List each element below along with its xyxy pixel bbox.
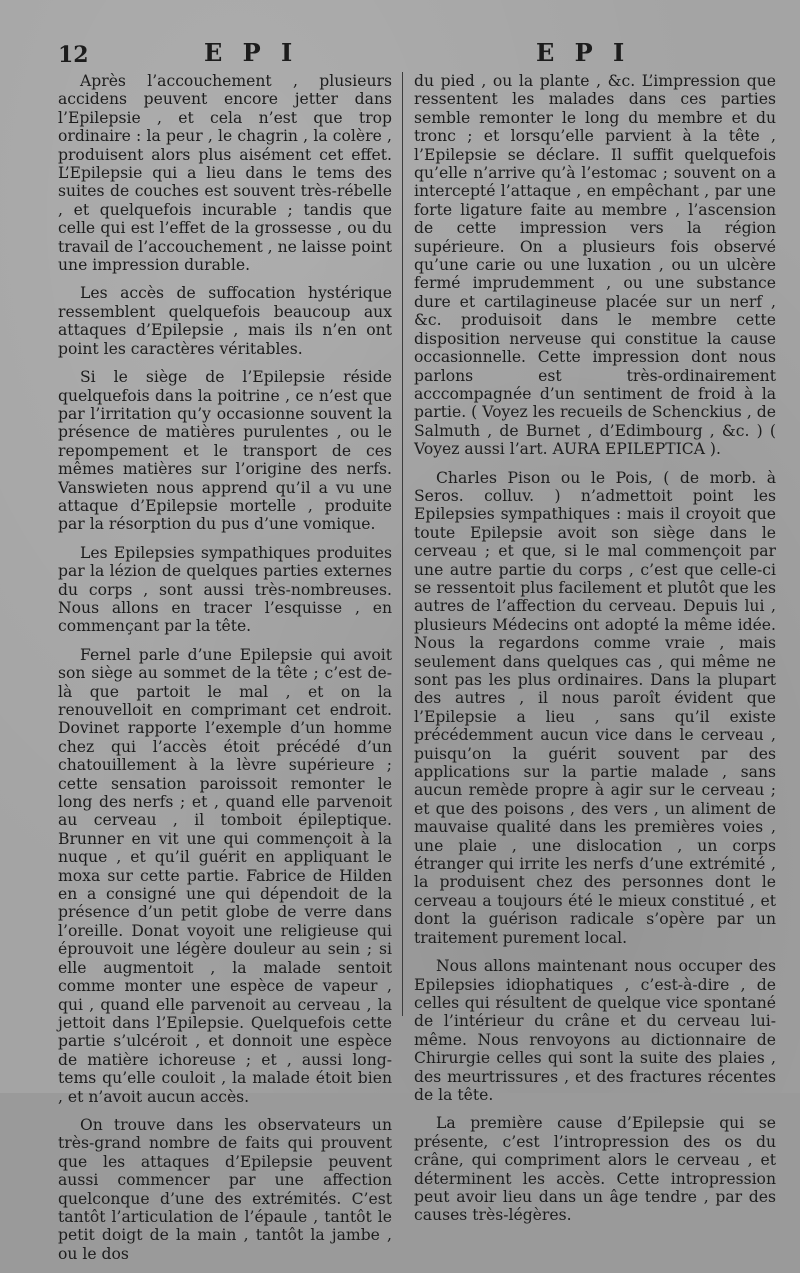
paragraph: Nous allons maintenant nous occuper des Epilepsies idiophatiques , c’est-à-dire , de celles qui résultent de quelque vice spontané de l’intérieur du crâne et du cerveau lui-même. Nous renvoyons au dictionnaire de Chirurgie celles qui sont la suite des plaies , des meurtrissures , et des fractures récentes de la tête. <box>414 957 776 1104</box>
running-head-left: E P I <box>204 38 299 67</box>
paragraph: Si le siège de l’Epilepsie réside quelquefois dans la poitrine , ce n’est que par l’irritation qu’y occasionne souvent la présence de matières purulentes , ou le repompement et le transport de ces mêmes matières sur l’origine des nerfs. Vanswieten nous apprend qu’il a vu une attaque d’Epilepsie mortelle , produite par la résorption du pus d’une vomique. <box>58 368 392 534</box>
page-number: 12 <box>58 42 89 68</box>
paragraph: Les Epilepsies sympathiques produites par la lézion de quelques parties externes du corps , sont aussi très-nombreuses. Nous allons en tracer l’esquisse , en commençant par la tête. <box>58 543 392 636</box>
page-header <box>58 38 780 68</box>
paragraph: On trouve dans les observateurs un très-grand nombre de faits qui prouvent que les attaques d’Epilepsie peuvent aussi commencer par une affection quelconque d’une des extrémités. C’est tantôt l’articulation de l’épaule , tantôt le petit doigt de la main , tantôt la jambe , ou le dos <box>58 1115 392 1263</box>
right-column <box>414 72 776 1235</box>
column-divider <box>402 72 403 1016</box>
paragraph: La première cause d’Epilepsie qui se présente, c’est l’intropression des os du crâne, qui compriment alors le cerveau , et déterminent les accès. Cette intropression peut avoir lieu dans un âge tendre , par des causes très-légères. <box>414 1114 776 1225</box>
paragraph: Fernel parle d’une Epilepsie qui avoit son siège au sommet de la tête ; c’est de-là que partoit le mal , et on la renouvelloit en comprimant cet endroit. Dovinet rapporte l’exemple d’un homme chez qui l’accès étoit précédé d’un chatouillement à la lèvre supérieure ; cette sensation paroissoit remonter le long des nerfs ; et , quand elle parvenoit au cerveau , il tomboit épileptique. Brunner en vit une qui commençoit à la nuque , et qu’il guérit en appliquant le moxa sur cette partie. Fabrice de Hilden en a consigné une qui dépendoit de la présence d’un petit globe de verre dans l’oreille. Donat voyoit une religieuse qui éprouvoit une légère douleur au sein ; si elle augmentoit , la malade sentoit comme monter une espèce de vapeur , qui , quand elle parvenoit au cerveau , la jettoit dans l’Epilepsie. Quelquefois cette partie s’ulcéroit , et donnoit une espèce de matière ichoreuse ; et , aussi long-tems qu’elle couloit , la malade étoit bien , et n’avoit aucun accès. <box>58 645 392 1106</box>
paragraph: Les accès de suffocation hystérique ressemblent quelquefois beaucoup aux attaques d’Epilepsie , mais ils n’en ont point les caractères véritables. <box>58 284 392 358</box>
paragraph: Charles Pison ou le Pois, ( de morb. à Seros. colluv. ) n’admettoit point les Epilepsies sympathiques : mais il croyoit que toute Epilepsie avoit son siège dans le cerveau ; et que, si le mal commençoit par une autre partie du corps , c’est que celle-ci se ressentoit plus facilement et plutôt que les autres de l’affection du cerveau. Depuis lui , plusieurs Médecins ont adopté la même idée. Nous la regardons comme vraie , mais seulement dans quelques cas , qui même ne sont pas les plus ordinaires. Dans la plupart des autres , il nous paroît évident que l’Epilepsie a lieu , sans qu’il existe précédemment aucun vice dans le cerveau , puisqu’on la guérit souvent par des applications sur la partie malade , sans aucun remède propre à agir sur le cerveau ; et que des poisons , des vers , un aliment de mauvaise qualité dans les premières voies , une plaie , une dislocation , un corps étranger qui irrite les nerfs d’une extrémité , la produisent chez des personnes dont le cerveau a toujours été le mieux constitué , et dont la guérison radicale s’opère par un traitement purement local. <box>414 468 776 947</box>
running-head-right: E P I <box>536 38 631 67</box>
paragraph: Après l’accouchement , plusieurs accidens peuvent encore jetter dans l’Epilepsie , et cela n’est que trop ordinaire : la peur , le chagrin , la colère , produisent alors plus aisément cet effet. L’Epilepsie qui a lieu dans le tems des suites de couches est souvent très-rébelle , et quelquefois incurable ; tandis que celle qui est l’effet de la grossesse , ou du travail de l’accouchement , ne laisse point une impression durable. <box>58 72 392 275</box>
paragraph: du pied , ou la plante , &c. L’impression que ressentent les malades dans ces parties semble remonter le long du membre et du tronc ; et lorsqu’elle parvient à la tête , l’Epilepsie se déclare. Il suffit quelquefois qu’elle n’arrive qu’à l’estomac ; souvent on a intercepté l’attaque , en empêchant , par une forte ligature faite au membre , l’ascension de cette impression vers la région supérieure. On a plusieurs fois observé qu’une carie ou une luxation , ou un ulcère fermé imprudemment , ou une substance dure et cartilagineuse placée sur un nerf , &c. produisoit dans le membre cette disposition nerveuse qui constitue la cause occasionnelle. Cette impression dont nous parlons est très-ordinairement acccompagnée d’un sentiment de froid à la partie. ( Voyez les recueils de Schenckius , de Salmuth , de Burnet , d’Edimbourg , &c. ) ( Voyez aussi l’art. AURA EPILEPTICA ). <box>414 72 776 459</box>
